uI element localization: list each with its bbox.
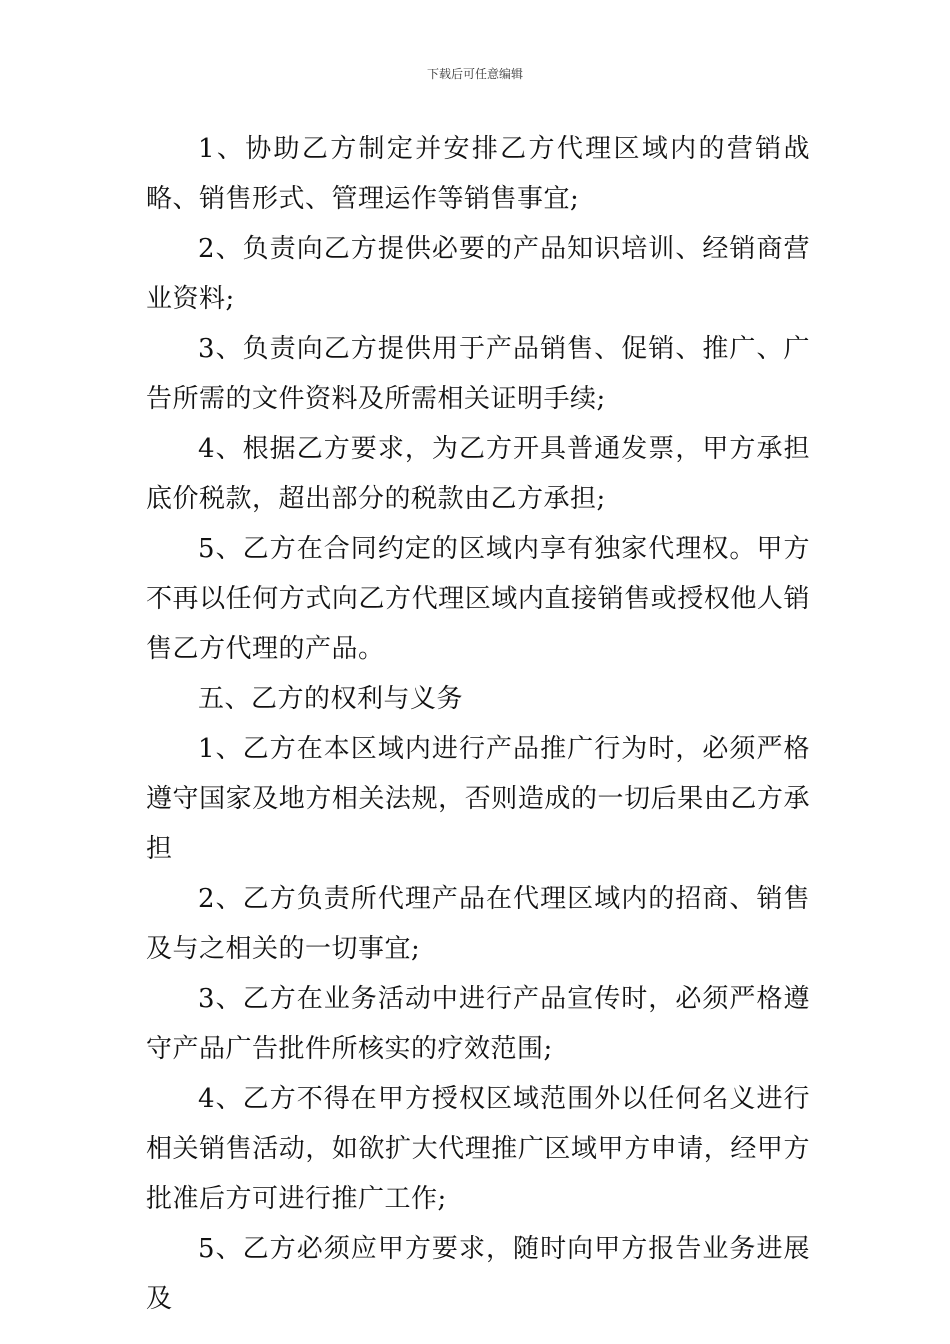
paragraph-10: 5、乙方必须应甲方要求，随时向甲方报告业务进展及	[146, 1234, 810, 1314]
paragraph-4: 4、根据乙方要求，为乙方开具普通发票，甲方承担底价税款，超出部分的税款由乙方承担;	[146, 434, 810, 514]
document-body	[146, 124, 810, 1324]
paragraph-5: 5、乙方在合同约定的区域内享有独家代理权。甲方不再以任何方式向乙方代理区域内直接销售或授权他人销售乙方代理的产品。	[146, 534, 810, 664]
page-header-note: 下载后可任意编辑	[426, 67, 523, 81]
paragraph-8: 3、乙方在业务活动中进行产品宣传时，必须严格遵守产品广告批件所核实的疗效范围;	[146, 984, 810, 1064]
paragraph-7: 2、乙方负责所代理产品在代理区域内的招商、销售及与之相关的一切事宜;	[146, 884, 810, 964]
paragraph-9: 4、乙方不得在甲方授权区域范围外以任何名义进行相关销售活动，如欲扩大代理推广区域甲方申请，经甲方批准后方可进行推广工作;	[146, 1084, 810, 1214]
paragraph-2: 2、负责向乙方提供必要的产品知识培训、经销商营业资料;	[146, 234, 810, 314]
paragraph-6: 1、乙方在本区域内进行产品推广行为时，必须严格遵守国家及地方相关法规，否则造成的一切后果由乙方承担	[146, 734, 810, 864]
section-heading: 五、乙方的权利与义务	[198, 684, 464, 714]
paragraph-3: 3、负责向乙方提供用于产品销售、促销、推广、广告所需的文件资料及所需相关证明手续;	[146, 334, 810, 414]
paragraph-1: 1、协助乙方制定并安排乙方代理区域内的营销战略、销售形式、管理运作等销售事宜;	[146, 134, 810, 214]
